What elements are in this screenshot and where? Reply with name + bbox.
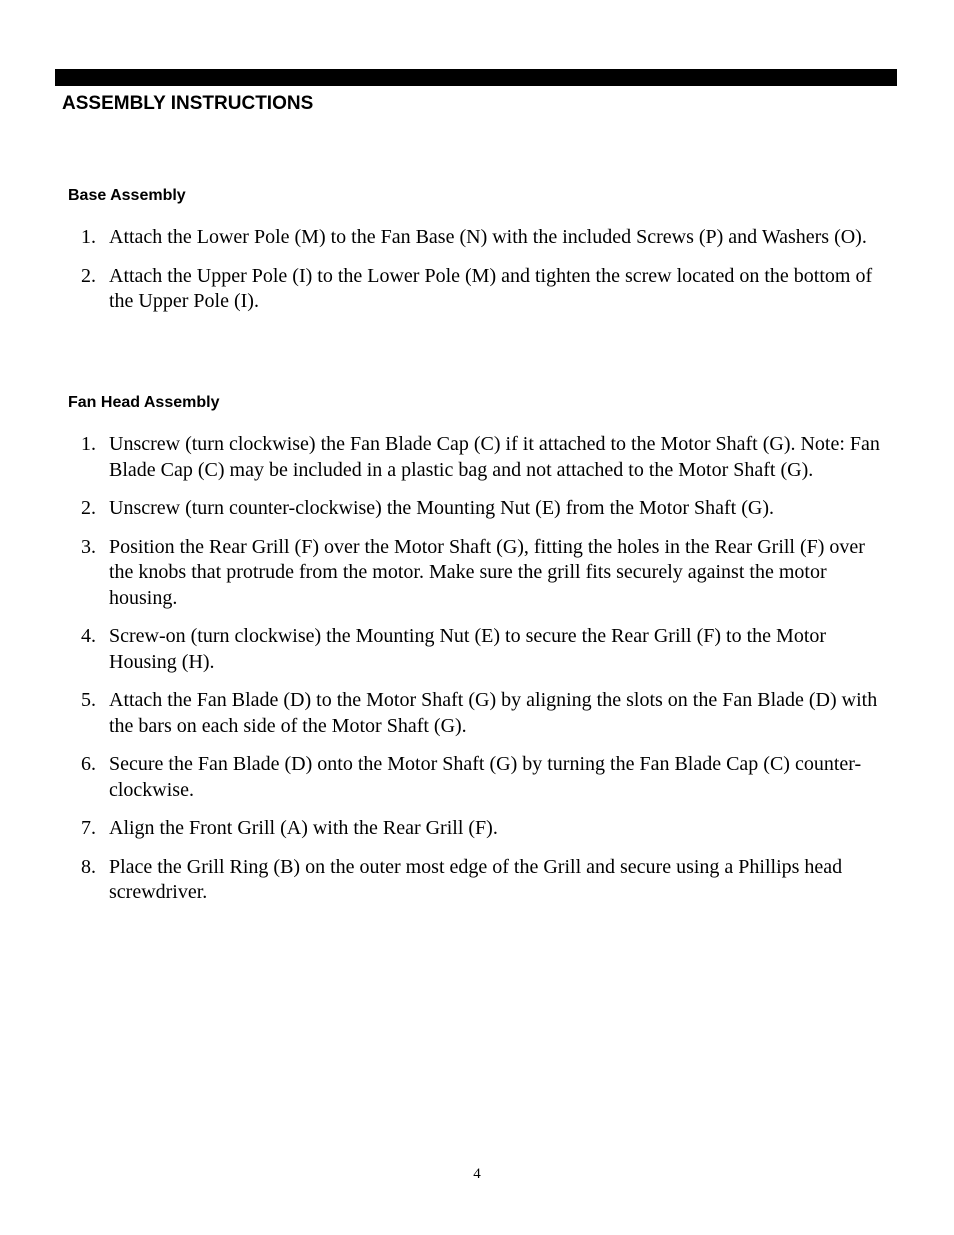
list-item bbox=[0, 225, 889, 251]
step-number: 2. bbox=[81, 497, 96, 519]
page-number: 4 bbox=[473, 1166, 481, 1182]
step-number: 4. bbox=[81, 625, 96, 647]
list-item bbox=[0, 432, 889, 483]
step-number: 1. bbox=[81, 226, 96, 248]
list-item bbox=[0, 624, 889, 675]
step-text: Align the Front Grill (A) with the Rear Grill (F). bbox=[109, 817, 498, 839]
list-item bbox=[0, 264, 889, 315]
step-text: Position the Rear Grill (F) over the Motor Shaft (G), fitting the holes in the Rear Grill (F) over the knobs that protrude from the motor. Make sure the grill fits securely against the motor housing. bbox=[109, 535, 865, 609]
step-text: Unscrew (turn clockwise) the Fan Blade Cap (C) if it attached to the Motor Shaft (G). Note: Fan Blade Cap (C) may be included in a plastic bag and not attached to the Motor Shaft (G). bbox=[109, 433, 880, 481]
base-assembly-steps bbox=[0, 225, 954, 328]
step-number: 8. bbox=[81, 855, 96, 878]
header-rule bbox=[55, 69, 897, 86]
section-heading-base-assembly: Base Assembly bbox=[68, 187, 186, 204]
list-item bbox=[0, 688, 889, 739]
step-number: 7. bbox=[81, 817, 96, 839]
step-text: Secure the Fan Blade (D) onto the Motor Shaft (G) by turning the Fan Blade Cap (C) counter-clockwise. bbox=[109, 753, 862, 801]
page-title: ASSEMBLY INSTRUCTIONS bbox=[62, 93, 314, 114]
step-text: Attach the Upper Pole (I) to the Lower Pole (M) and tighten the screw located on the bottom of the Upper Pole (I). bbox=[109, 264, 873, 312]
section-heading-fan-head-assembly: Fan Head Assembly bbox=[68, 394, 220, 411]
step-number: 6. bbox=[81, 753, 96, 775]
step-text: Place the Grill Ring (B) on the outer most edge of the Grill and secure using a Phillips head screwdriver. bbox=[109, 855, 843, 903]
list-item bbox=[0, 496, 889, 522]
step-number: 5. bbox=[81, 689, 96, 711]
list-item bbox=[0, 752, 889, 803]
list-item bbox=[0, 535, 889, 612]
step-text: Attach the Lower Pole (M) to the Fan Base (N) with the included Screws (P) and Washers (O). bbox=[109, 226, 867, 248]
list-item bbox=[0, 855, 889, 906]
step-number: 3. bbox=[81, 535, 96, 558]
step-text: Attach the Fan Blade (D) to the Motor Shaft (G) by aligning the slots on the Fan Blade (D) with the bars on each side of the Motor Shaft (G). bbox=[109, 689, 878, 737]
step-number: 2. bbox=[81, 264, 96, 287]
step-text: Screw-on (turn clockwise) the Mounting Nut (E) to secure the Rear Grill (F) to the Motor Housing (H). bbox=[109, 625, 827, 673]
step-text: Unscrew (turn counter-clockwise) the Mounting Nut (E) from the Motor Shaft (G). bbox=[109, 497, 774, 519]
fan-head-assembly-steps bbox=[0, 432, 954, 919]
step-number: 1. bbox=[81, 433, 96, 455]
list-item bbox=[0, 816, 889, 842]
